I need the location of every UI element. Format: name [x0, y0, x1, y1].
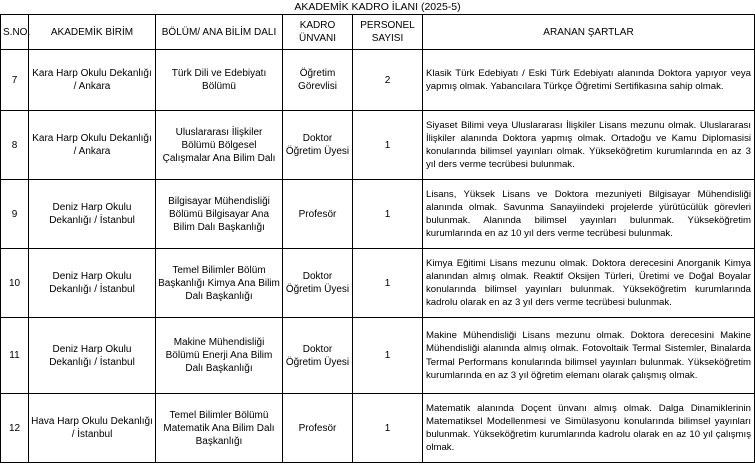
- cell-count: 1: [353, 180, 423, 249]
- cell-title: Doktor Öğretim Üyesi: [283, 318, 353, 394]
- header-count: PERSONEL SAYISI: [353, 15, 423, 50]
- cell-unit: Deniz Harp Okulu Dekanlığı / İstanbul: [29, 249, 156, 318]
- table-row: [1, 249, 755, 318]
- cell-department: Temel Bilimler Bölüm Başkanlığı Kimya Ana Bilim Dalı Başkanlığı: [156, 249, 283, 318]
- cell-title: Doktor Öğretim Üyesi: [283, 249, 353, 318]
- cell-title: Profesör: [283, 180, 353, 249]
- cell-unit: Hava Harp Okulu Dekanlığı / İstanbul: [29, 394, 156, 463]
- cell-sno: 7: [1, 50, 29, 111]
- cell-department: Makine Mühendisliği Bölümü Enerji Ana Bilim Dalı Başkanlığı: [156, 318, 283, 394]
- cell-title: Öğretim Görevlisi: [283, 50, 353, 111]
- table-row: [1, 111, 755, 180]
- cell-count: 2: [353, 50, 423, 111]
- cell-sno: 12: [1, 394, 29, 463]
- table-row: [1, 50, 755, 111]
- table-row: [1, 180, 755, 249]
- cell-count: 1: [353, 111, 423, 180]
- cell-unit: Deniz Harp Okulu Dekanlığı / İstanbul: [29, 318, 156, 394]
- cell-department: Uluslararası İlişkiler Bölümü Bölgesel Çalışmalar Ana Bilim Dalı: [156, 111, 283, 180]
- cell-requirements: Lisans, Yüksek Lisans ve Doktora mezuniyeti Bilgisayar Mühendisliği alanında olmak. Savunma Sanayiindeki projelerde yürütücülük görevleri bulunmak. Alanında bilimsel yayınları bulunmak. Yükseköğretim kurumlarında en az 10 yıl ders verme tecrübesi bulunmak.: [423, 180, 755, 249]
- cell-title: Doktor Öğretim Üyesi: [283, 111, 353, 180]
- header-title: KADRO ÜNVANI: [283, 15, 353, 50]
- cell-requirements: Klasik Türk Edebiyatı / Eski Türk Edebiyatı alanında Doktora yapıyor veya yapmış olmak. Yabancılara Türkçe Öğretimi Sertifikasına sahip olmak.: [423, 50, 755, 111]
- header-unit: AKADEMİK BİRİM: [29, 15, 156, 50]
- page-title: AKADEMİK KADRO İLANI (2025-5): [294, 1, 461, 13]
- cell-requirements: Makine Mühendisliği Lisans mezunu olmak. Doktora derecesini Makine Mühendisliği alanında almış olmak. Fotovoltaik Termal Sistemler, Binalarda Termal Performans konularında bilimsel yayınları bulunmak. Yükseköğretim kurumlarında en az 3 yıl öğretim elemanı olarak çalışmış olmak.: [423, 318, 755, 394]
- cell-department: Bilgisayar Mühendisliği Bölümü Bilgisayar Ana Bilim Dalı Başkanlığı: [156, 180, 283, 249]
- cell-requirements: Kimya Eğitimi Lisans mezunu olmak. Doktora derecesini Anorganik Kimya alanından almış olmak. Reaktif Oksijen Türleri, Üretimi ve Doğal Boyalar konularında bilimsel yayınları bulunmak. Yükseköğretim kurumlarında kadrolu olarak en az 3 yıl ders verme tecrübesi bulunmak.: [423, 249, 755, 318]
- cell-sno: 8: [1, 111, 29, 180]
- cell-sno: 11: [1, 318, 29, 394]
- cell-department: Türk Dili ve Edebiyatı Bölümü: [156, 50, 283, 111]
- cell-unit: Kara Harp Okulu Dekanlığı / Ankara: [29, 50, 156, 111]
- cell-title: Profesör: [283, 394, 353, 463]
- header-requirements: ARANAN ŞARTLAR: [423, 15, 755, 50]
- cell-department: Temel Bilimler Bölümü Matematik Ana Bilim Dalı Başkanlığı: [156, 394, 283, 463]
- table-row: [1, 394, 755, 463]
- table-header-row: [1, 15, 755, 50]
- cell-requirements: Matematik alanında Doçent ünvanı almış olmak. Dalga Dinamiklerinin Matematiksel Modellenmesi ve Simülasyonu konularında bilimsel yayınları bulunmak. Yükseköğretim kurumlarında kadrolu olarak en az 10 yıl çalışmış olmak.: [423, 394, 755, 463]
- cell-sno: 10: [1, 249, 29, 318]
- cell-count: 1: [353, 394, 423, 463]
- cell-count: 1: [353, 249, 423, 318]
- header-sno: S.NO.: [1, 15, 29, 50]
- cell-count: 1: [353, 318, 423, 394]
- cell-requirements: Siyaset Bilimi veya Uluslararası İlişkiler Lisans mezunu olmak. Uluslararası İlişkiler alanında Doktora yapmış olmak. Ortadoğu ve Kamu Diplomasisi konularında bilimsel yayınları olmak. Yükseköğretim kurumlarında en az 3 yıl ders verme tecrübesi bulunmak.: [423, 111, 755, 180]
- cell-unit: Deniz Harp Okulu Dekanlığı / İstanbul: [29, 180, 156, 249]
- cell-unit: Kara Harp Okulu Dekanlığı / Ankara: [29, 111, 156, 180]
- cell-sno: 9: [1, 180, 29, 249]
- table-row: [1, 318, 755, 394]
- vacancy-table: [0, 14, 755, 463]
- header-department: BÖLÜM/ ANA BİLİM DALI: [156, 15, 283, 50]
